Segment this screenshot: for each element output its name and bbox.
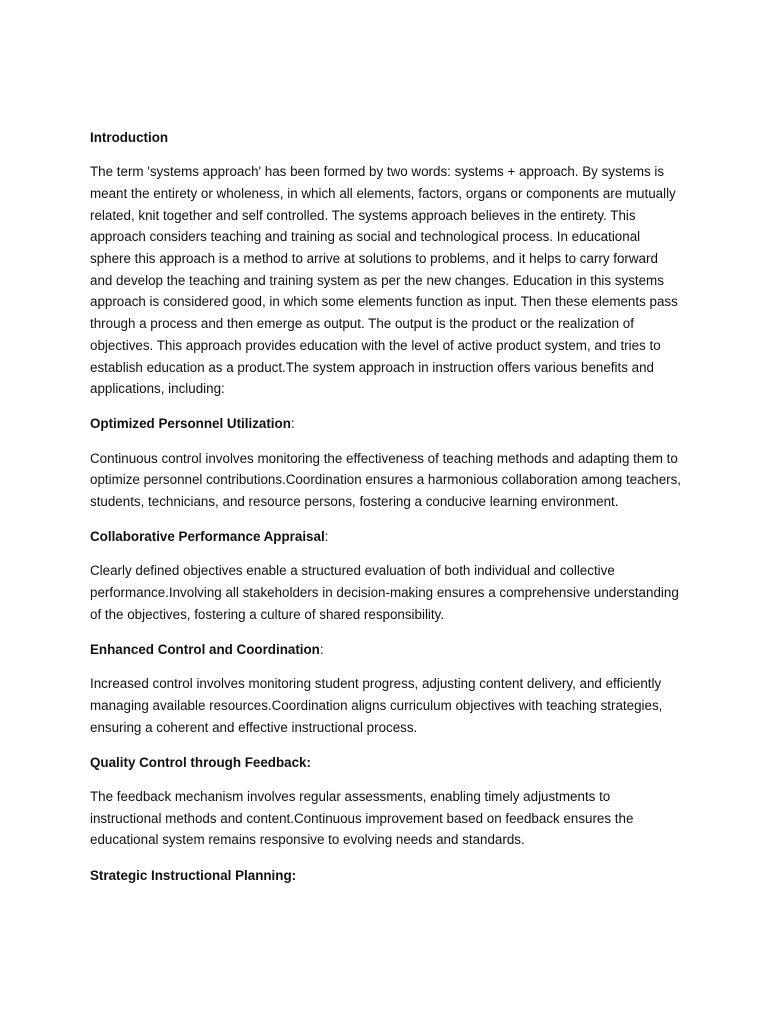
intro-paragraph: The term 'systems approach' has been formed by two words: systems + approach. By systems is meant the entirety or wholeness, in which all elements, factors, organs or components are mutually related, knit together and self controlled. The systems approach believes in the entirety. This approach considers teaching and training as social and technological process. In educational sphere this approach is a method to arrive at solutions to problems, and it helps to carry forward and develop the teaching and training system as per the new changes. Education in this systems approach is considered good, in which some elements function as input. Then these elements pass through a process and then emerge as output. The output is the product or the realization of objectives. This approach provides education with the level of active product system, and tries to establish education as a product.The system approach in instruction offers various benefits and applications, including: (90, 164, 678, 397)
section-heading-text: Enhanced Control and Coordination (90, 642, 320, 658)
section-heading-personnel (90, 413, 682, 435)
intro-heading: Introduction (90, 130, 169, 145)
section-heading-text: Strategic Instructional Planning: (90, 867, 297, 883)
section-heading-planning (90, 865, 682, 887)
document-page (90, 127, 682, 886)
section-heading-text: Optimized Personnel Utilization (90, 416, 291, 432)
section-paragraph-appraisal: Clearly defined objectives enable a structured evaluation of both individual and collective performance.Involving all stakeholders in decision-making ensures a comprehensive understanding of the objectives, fostering a culture of shared responsibility. (90, 563, 679, 622)
section-paragraph-feedback: The feedback mechanism involves regular assessments, enabling timely adjustments to instructional methods and content.Continuous improvement based on feedback ensures the educational system remains responsive to evolving needs and standards. (90, 789, 634, 848)
section-heading-feedback (90, 752, 682, 774)
section-paragraph-personnel: Continuous control involves monitoring the effectiveness of teaching methods and adapting them to optimize personnel contributions.Coordination ensures a harmonious collaboration among teachers, students, technicians, and resource persons, fostering a conducive learning environment. (90, 450, 682, 510)
section-heading-text: Collaborative Performance Appraisal (90, 529, 325, 545)
section-heading-control (90, 639, 682, 661)
section-heading-text: Quality Control through Feedback: (90, 754, 311, 770)
section-heading-appraisal (90, 526, 682, 548)
section-paragraph-control: Increased control involves monitoring student progress, adjusting content delivery, and efficiently managing available resources.Coordination aligns curriculum objectives with teaching strategies, ensuring a coherent and effective instructional process. (90, 676, 663, 735)
section-heading-colon: : (290, 416, 295, 432)
section-heading-colon: : (319, 642, 324, 658)
section-heading-colon: : (324, 529, 329, 545)
